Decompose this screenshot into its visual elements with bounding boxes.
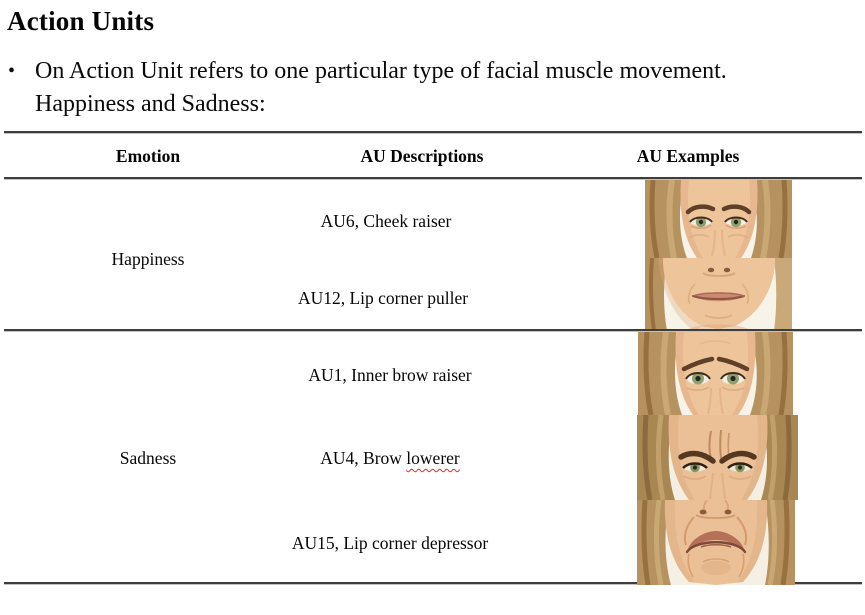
table-rule-header [4,177,862,179]
au6-example-image [645,180,792,258]
table-rule-middle [4,329,862,331]
bullet-text [35,55,727,121]
bullet-line-1: On Action Unit refers to one particular type of facial muscle movement. [35,58,727,84]
au-description-au12: AU12, Lip corner puller [297,288,469,308]
column-header-examples: AU Examples [636,146,740,166]
au15-example-image [637,500,795,585]
column-header-descriptions: AU Descriptions [360,146,484,166]
au4-example-image [637,415,798,500]
emotion-cell-happiness: Happiness [111,249,185,269]
au-description-au1: AU1, Inner brow raiser [308,365,472,385]
bullet-icon: • [8,60,16,82]
page-title: Action Units [7,6,155,36]
au12-example-image [645,258,792,331]
table-rule-top [4,131,862,133]
au-description-au4: AU4, Brow lowerer [320,448,460,468]
au1-example-image [638,332,793,415]
au-description-au6: AU6, Cheek raiser [320,211,452,231]
misspelled-word: lowerer [406,448,460,468]
au-description-au15: AU15, Lip corner depressor [291,533,489,553]
emotion-cell-sadness: Sadness [119,448,177,468]
column-header-emotion: Emotion [115,146,181,166]
bullet-item [8,55,862,121]
bullet-line-2: Happiness and Sadness: [35,91,266,117]
